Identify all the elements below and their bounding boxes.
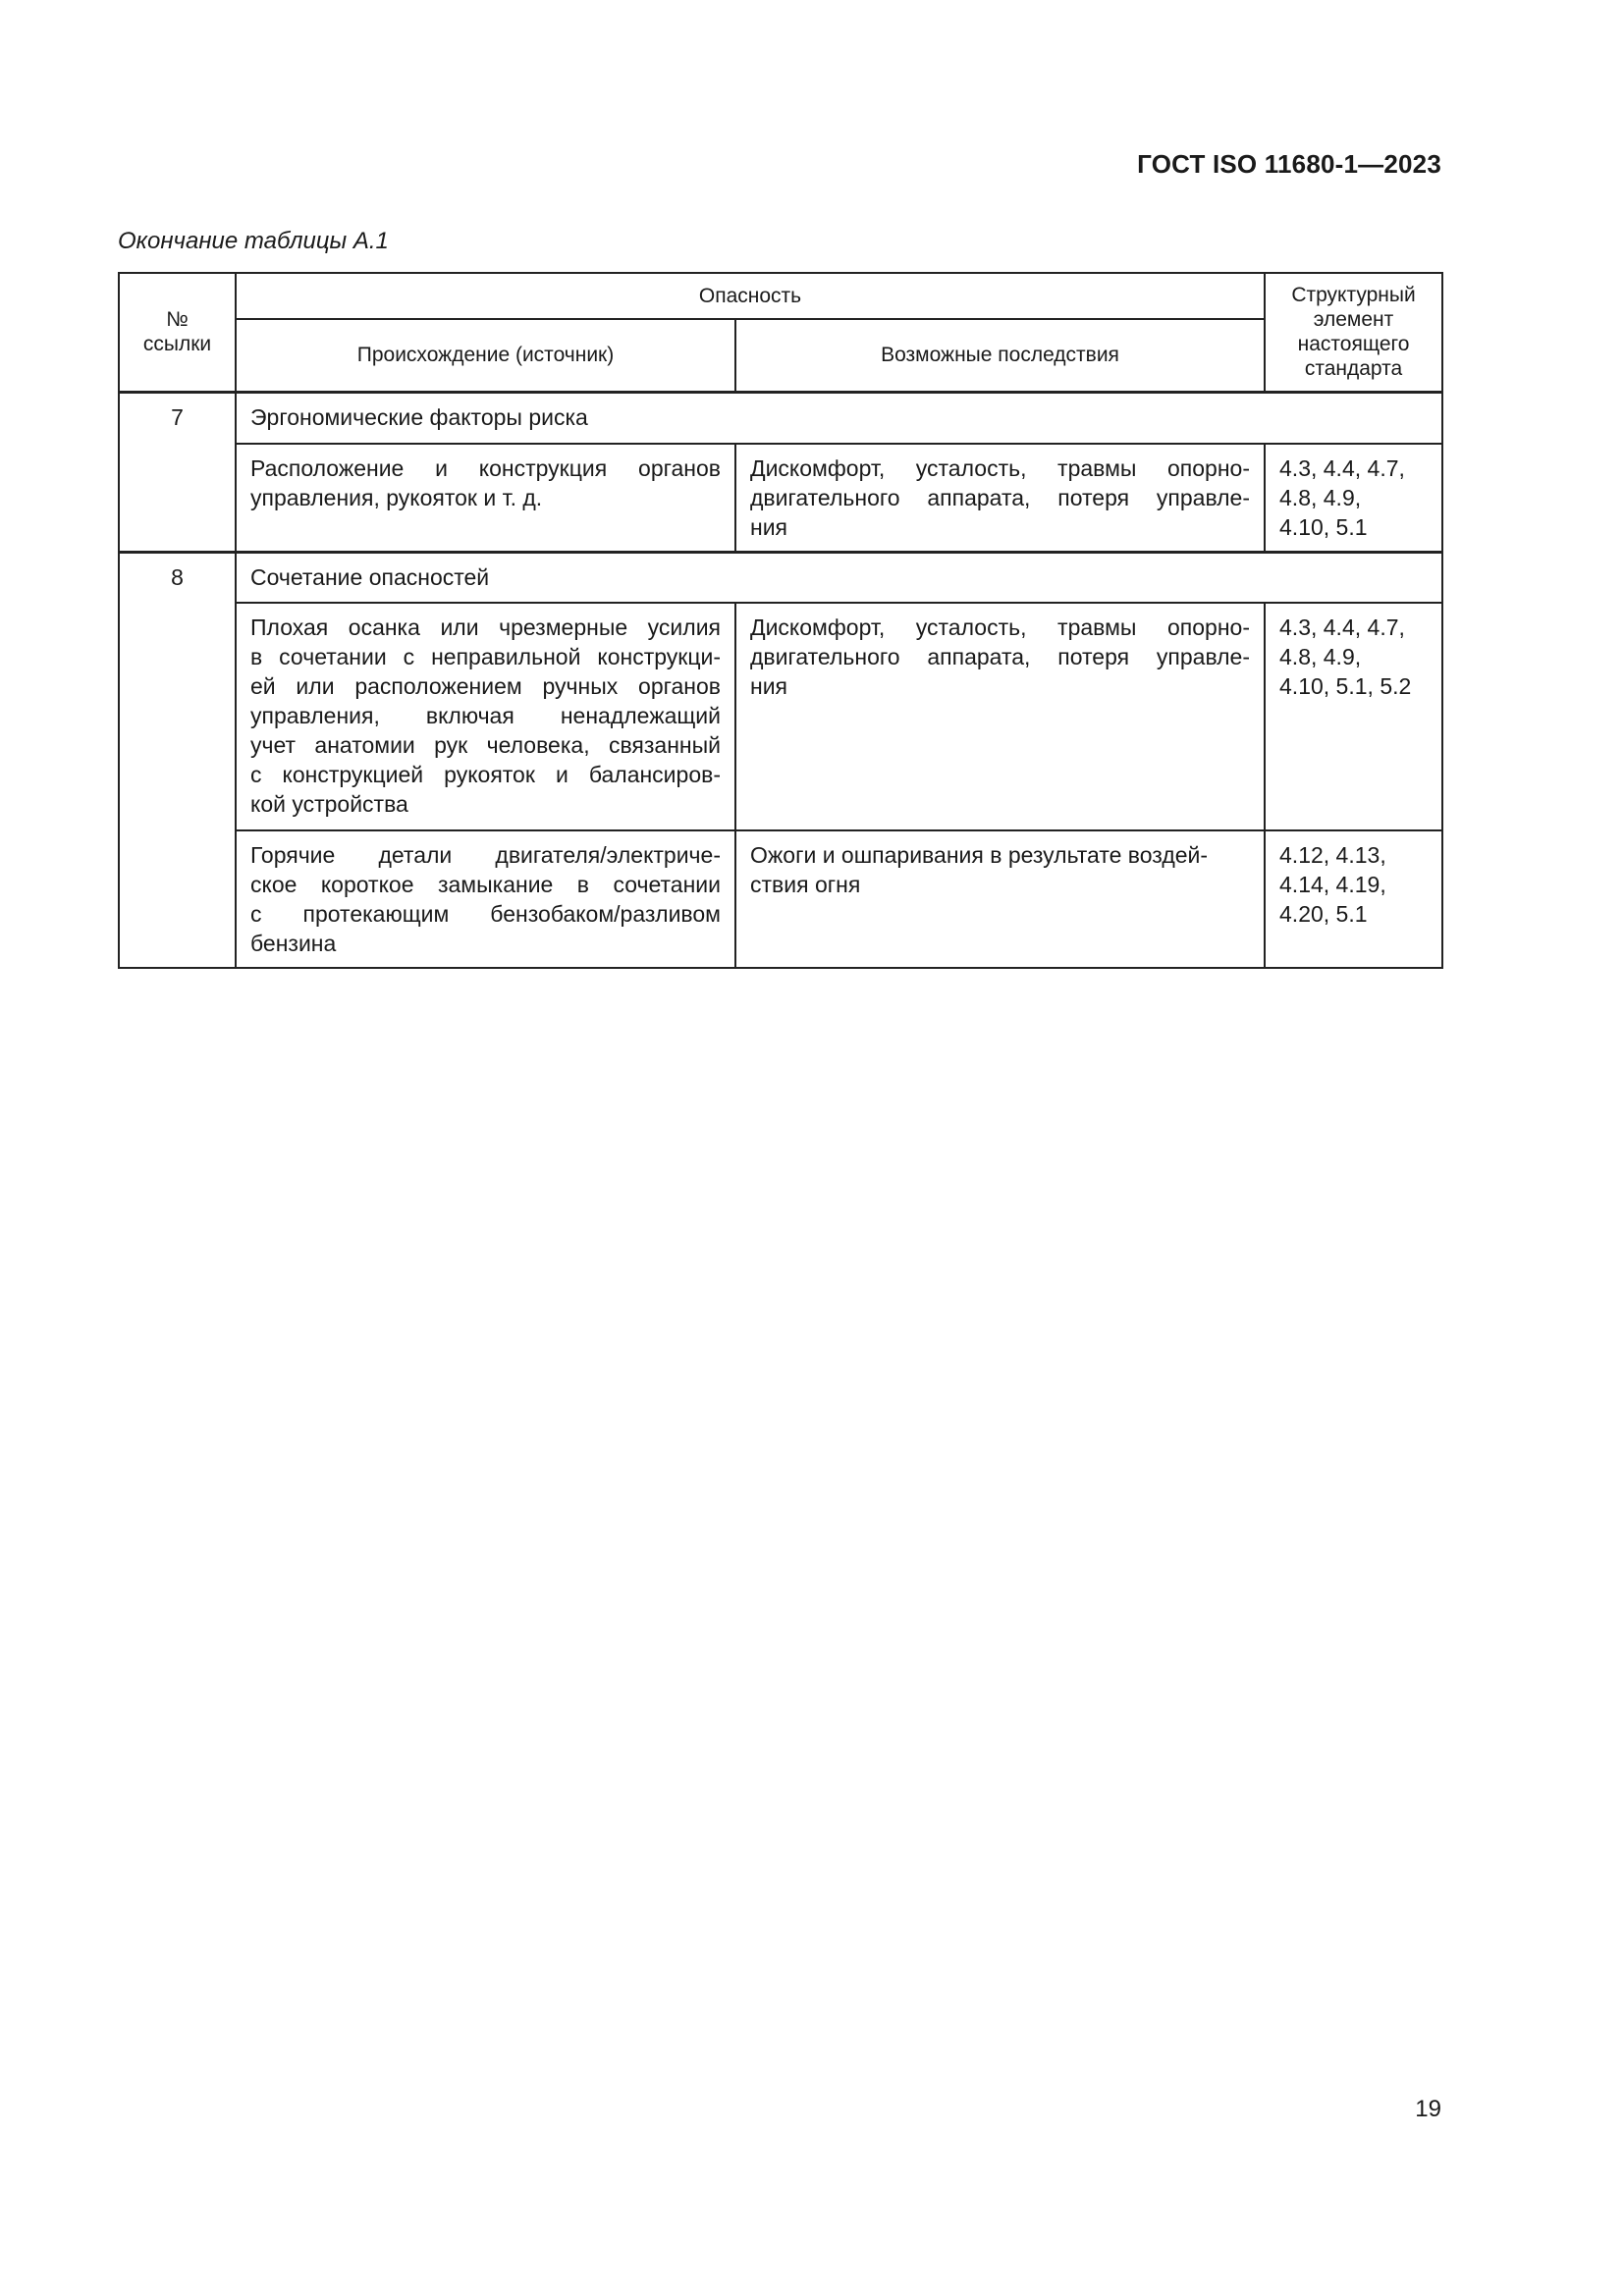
header-text: настоящего — [1297, 333, 1410, 356]
text-line: ствия огня — [750, 872, 861, 897]
table-caption: Окончание таблицы А.1 — [118, 228, 389, 254]
table-row — [119, 603, 1442, 830]
header-row-bottom — [119, 319, 1442, 392]
ref-number-cell: 8 — [119, 552, 236, 968]
text-line: с конструкцией рукояток и балансиров- — [250, 762, 721, 787]
text-line: 4.8, 4.9, — [1279, 485, 1362, 510]
table-row — [119, 392, 1442, 444]
clause-cell — [1265, 603, 1442, 830]
header-text: № — [166, 308, 189, 332]
column-header-clause — [1265, 273, 1442, 392]
text-line: Дискомфорт, усталость, травмы опорно- — [750, 614, 1251, 640]
text-line: ния — [750, 673, 788, 699]
text-line: с протекающим бензобаком/разливом — [250, 901, 721, 927]
ref-number-cell: 7 — [119, 392, 236, 552]
text-line: двигательного аппарата, потеря управле- — [750, 485, 1251, 510]
header-text: стандарта — [1304, 357, 1403, 381]
origin-cell — [236, 830, 735, 968]
column-header-ref-no — [119, 273, 236, 392]
table-row — [119, 444, 1442, 552]
text-line: Ожоги и ошпаривания в результате воздей- — [750, 842, 1209, 868]
text-line: 4.14, 4.19, — [1279, 872, 1386, 897]
text-line: учет анатомии рук человека, связанный — [250, 732, 721, 758]
text-line: Плохая осанка или чрезмерные усилия — [250, 614, 721, 640]
clause-cell — [1265, 444, 1442, 552]
text-line: 4.10, 5.1, 5.2 — [1279, 673, 1412, 699]
page-number: 19 — [1415, 2096, 1441, 2122]
header-text: элемент — [1313, 308, 1394, 332]
text-line: бензина — [250, 931, 337, 956]
document-id: ГОСТ ISO 11680-1—2023 — [1137, 149, 1441, 179]
text-line: 4.12, 4.13, — [1279, 842, 1386, 868]
consequences-cell — [735, 603, 1265, 830]
column-header-consequences: Возможные последствия — [735, 319, 1265, 392]
column-header-origin: Происхождение (источник) — [236, 319, 735, 392]
text-line: 4.3, 4.4, 4.7, — [1279, 614, 1405, 640]
text-line: управления, включая ненадлежащий — [250, 703, 721, 728]
text-line: ния — [750, 514, 788, 540]
text-line: Дискомфорт, усталость, травмы опорно- — [750, 455, 1251, 481]
header-text: ссылки — [142, 333, 212, 356]
text-line: 4.8, 4.9, — [1279, 644, 1362, 669]
text-line: 4.10, 5.1 — [1279, 514, 1368, 540]
text-line: в сочетании с неправильной конструкци- — [250, 644, 721, 669]
group-title: Сочетание опасностей — [236, 552, 1442, 603]
column-header-hazard: Опасность — [236, 273, 1265, 319]
text-line: 4.20, 5.1 — [1279, 901, 1368, 927]
origin-cell — [236, 603, 735, 830]
header-row-top — [119, 273, 1442, 319]
consequences-cell — [735, 830, 1265, 968]
table-row — [119, 830, 1442, 968]
consequences-cell — [735, 444, 1265, 552]
text-line: Расположение и конструкция органов — [250, 455, 721, 481]
origin-cell — [236, 444, 735, 552]
header-text: Структурный — [1291, 284, 1416, 307]
text-line: Горячие детали двигателя/электриче- — [250, 842, 721, 868]
text-line: кой устройства — [250, 791, 408, 817]
text-line: управления, рукояток и т. д. — [250, 485, 543, 510]
clause-cell — [1265, 830, 1442, 968]
hazards-table — [118, 272, 1443, 969]
group-title: Эргономические факторы риска — [236, 392, 1442, 444]
text-line: 4.3, 4.4, 4.7, — [1279, 455, 1405, 481]
table-row — [119, 552, 1442, 603]
text-line: двигательного аппарата, потеря управле- — [750, 644, 1251, 669]
text-line: ей или расположением ручных органов — [250, 673, 721, 699]
text-line: ское короткое замыкание в сочетании — [250, 872, 721, 897]
